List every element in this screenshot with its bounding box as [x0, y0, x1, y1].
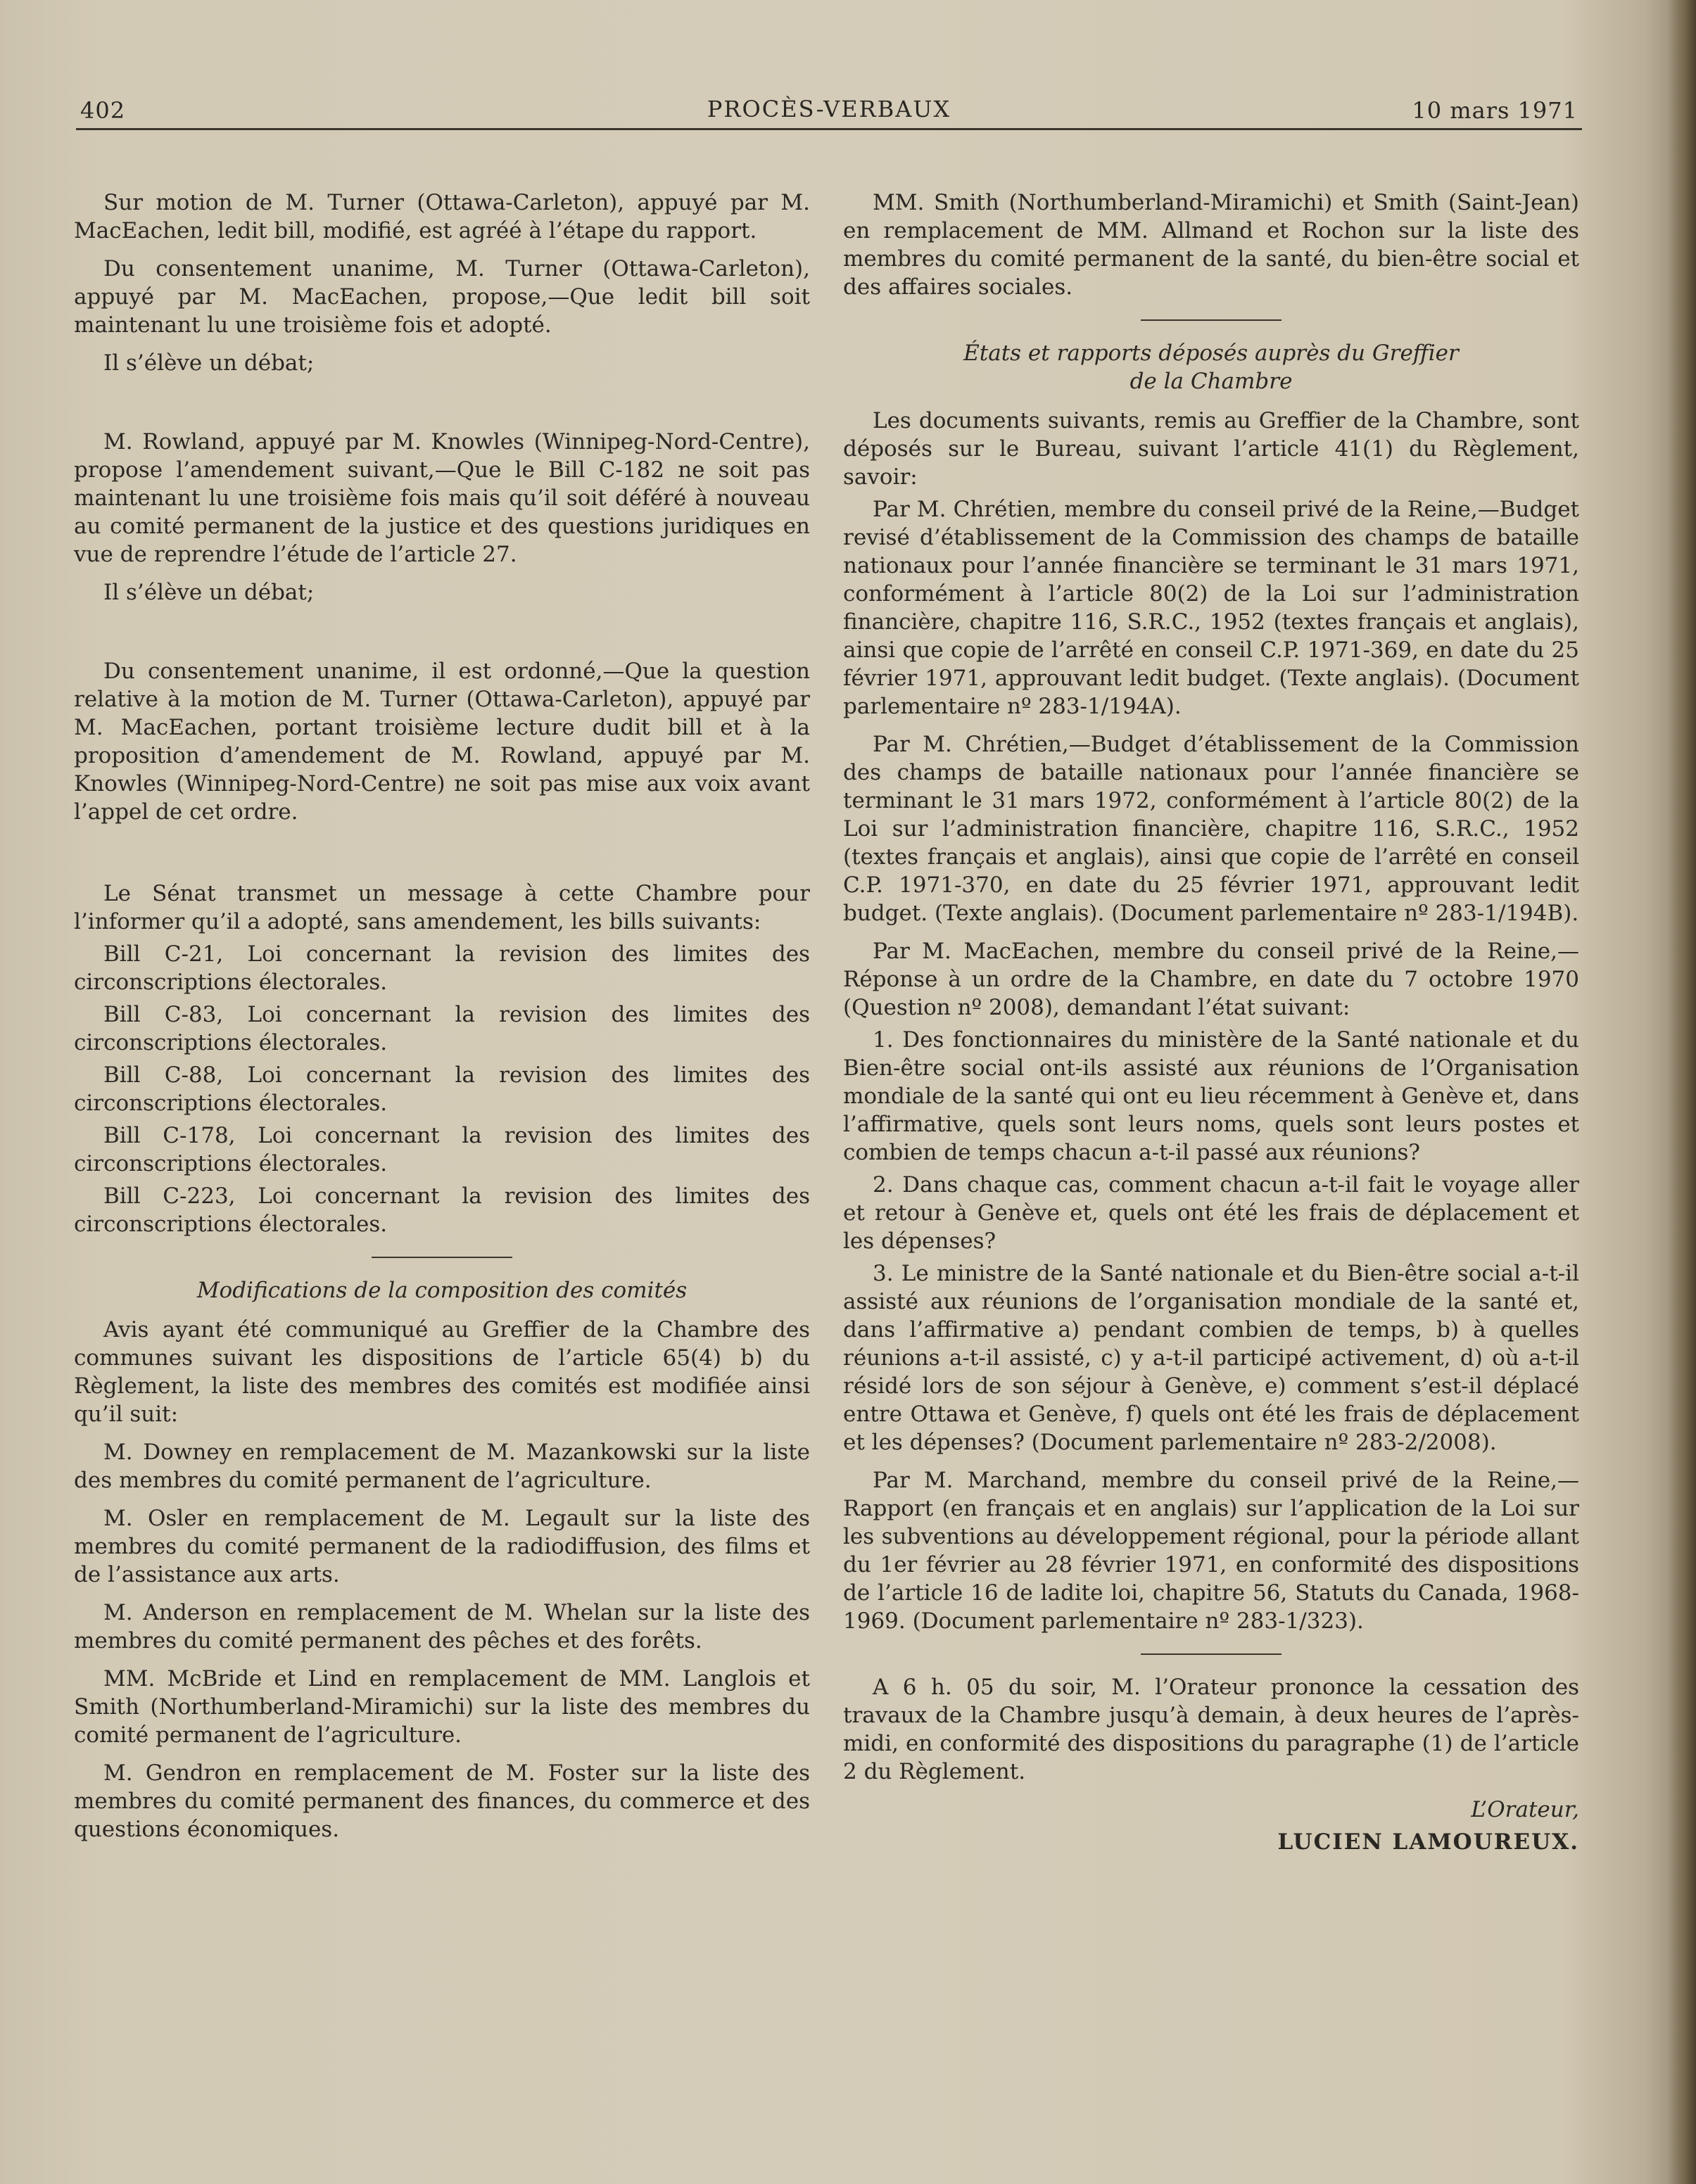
- list-item: Bill C-178, Loi concernant la revision des limites des circonscriptions électorales.: [74, 1123, 810, 1176]
- paragraph: Le Sénat transmet un message à cette Chambre pour l’informer qu’il a adopté, sans amendement, les bills suivants:: [74, 881, 810, 934]
- paragraph: MM. Smith (Northumberland-Miramichi) et Smith (Saint-Jean) en remplacement de MM. Allmand et Rochon sur la liste des membres du comité permanent de la santé, du bien-être social et des affaires sociales.: [843, 190, 1579, 300]
- question-item: 1. Des fonctionnaires du ministère de la Santé nationale et du Bien-être social ont-ils assisté aux réunions de l’Organisation mondiale de la santé qui ont eu lieu récemment à Genève et, dans l’affirmative, quels sont leurs noms, quels sont leurs postes et combien de temps chacun a-t-il passé aux réunions?: [843, 1027, 1579, 1165]
- paragraph: Avis ayant été communiqué au Greffier de la Chambre des communes suivant les dispositions de l’article 65(4) b) du Règlement, la liste des membres des comités est modifiée ainsi qu’il suit:: [74, 1317, 810, 1427]
- page-date: 10 mars 1971: [1412, 97, 1578, 124]
- paragraph: Il s’élève un débat;: [103, 580, 315, 605]
- paragraph: Sur motion de M. Turner (Ottawa-Carleton), appuyé par M. MacEachen, ledit bill, modifié, est agréé à l’étape du rapport.: [74, 190, 810, 243]
- section-divider: [372, 1257, 512, 1258]
- section-heading-line: de la Chambre: [1129, 369, 1293, 394]
- page-number: 402: [80, 97, 126, 124]
- section-divider: [1141, 1653, 1282, 1655]
- paragraph: Par M. Chrétien, membre du conseil privé de la Reine,—Budget revisé d’établissement de la Commission des champs de bataille nationaux pour l’année financière se terminant le 31 mars 1971, conformément à l’article 80(2) de la Loi sur l’administration financière, chapitre 116, S.R.C., 1952 (textes français et anglais), ainsi que copie de l’arrêté en conseil C.P. 1971-369, en date du 25 février 1971, approuvant ledit budget. (Texte anglais). (Document parlementaire nº 283-1/194A).: [843, 497, 1579, 719]
- list-item: Bill C-21, Loi concernant la revision des limites des circonscriptions électorales.: [74, 941, 810, 995]
- list-item: MM. McBride et Lind en remplacement de MM. Langlois et Smith (Northumberland-Miramichi) sur la liste des membres du comité permanent de l’agriculture.: [74, 1666, 810, 1748]
- section-heading: [843, 339, 1579, 395]
- left-column: [74, 189, 810, 1853]
- list-item: M. Osler en remplacement de M. Legault sur la liste des membres du comité permanent de la radiodiffusion, des films et de l’assistance aux arts.: [74, 1506, 810, 1587]
- paragraph: Par M. Marchand, membre du conseil privé de la Reine,—Rapport (en français et en anglais) sur l’application de la Loi sur les subventions au développement régional, pour la période allant du 1er février au 28 février 1971, en conformité des dispositions de l’article 16 de ladite loi, chapitre 56, Statuts du Canada, 1968-1969. (Document parlementaire nº 283-1/323).: [843, 1468, 1579, 1634]
- page-binding-shadow: [1668, 0, 1696, 2184]
- question-item: 3. Le ministre de la Santé nationale et du Bien-être social a-t-il assisté aux réunions de l’organisation mondiale de la santé et, dans l’affirmative a) pendant combien de temps, b) à quelles réunions a-t-il assisté, c) y a-t-il participé activement, d) où a-t-il résidé lors de son séjour à Genève, e) comment s’est-il déplacé entre Ottawa et Genève, f) quels ont été les frais de déplacement et les dépenses? (Document parlementaire nº 283-2/2008).: [843, 1261, 1579, 1455]
- committee-changes-list: [74, 1438, 810, 1843]
- paragraph: Il s’élève un débat;: [103, 350, 315, 376]
- signature-title: L’Orateur,: [1471, 1797, 1579, 1822]
- question-item: 2. Dans chaque cas, comment chacun a-t-il fait le voyage aller et retour à Genève et, quels ont été les frais de déplacement et les dépenses?: [843, 1172, 1579, 1254]
- paragraph: Du consentement unanime, M. Turner (Ottawa-Carleton), appuyé par M. MacEachen, propose,—Que ledit bill soit maintenant lu une troisième fois et adopté.: [74, 256, 810, 338]
- signature-name: LUCIEN LAMOUREUX.: [1277, 1829, 1579, 1855]
- paragraph: Du consentement unanime, il est ordonné,—Que la question relative à la motion de M. Turner (Ottawa-Carleton), appuyé par M. MacEachen, portant troisième lecture dudit bill et à la proposition d’amendement de M. Rowland, appuyé par M. Knowles (Winnipeg-Nord-Centre) ne soit pas mise aux voix avant l’appel de cet ordre.: [74, 659, 810, 825]
- section-divider: [1141, 319, 1282, 321]
- list-item: M. Downey en remplacement de M. Mazankowski sur la liste des membres du comité permanent de l’agriculture.: [74, 1440, 810, 1493]
- section-heading-line: États et rapports déposés auprès du Greffier: [963, 341, 1459, 366]
- paragraph: M. Rowland, appuyé par M. Knowles (Winnipeg-Nord-Centre), propose l’amendement suivant,—Que le Bill C-182 ne soit pas maintenant lu une troisième fois mais qu’il soit déféré à nouveau au comité permanent de la justice et des questions juridiques en vue de reprendre l’étude de l’article 27.: [74, 429, 810, 567]
- list-item: M. Anderson en remplacement de M. Whelan sur la liste des membres du comité permanent des pêches et des forêts.: [74, 1600, 810, 1653]
- running-title: PROCÈS-VERBAUX: [707, 96, 951, 122]
- list-item: Bill C-88, Loi concernant la revision des limites des circonscriptions électorales.: [74, 1062, 810, 1116]
- paragraph: Par M. MacEachen, membre du conseil privé de la Reine,—Réponse à un ordre de la Chambre, en date du 7 octobre 1970 (Question nº 2008), demandant l’état suivant:: [843, 939, 1579, 1020]
- section-heading: Modifications de la composition des comités: [196, 1278, 688, 1303]
- paragraph: A 6 h. 05 du soir, M. l’Orateur prononce la cessation des travaux de la Chambre jusqu’à demain, à deux heures de l’après-midi, en conformité des dispositions du paragraphe (1) de l’article 2 du Règlement.: [843, 1675, 1579, 1784]
- list-item: Bill C-83, Loi concernant la revision des limites des circonscriptions électorales.: [74, 1002, 810, 1055]
- bills-list: [74, 940, 810, 1238]
- list-item: M. Gendron en remplacement de M. Foster sur la liste des membres du comité permanent des finances, du commerce et des questions économiques.: [74, 1760, 810, 1842]
- paragraph: Par M. Chrétien,—Budget d’établissement de la Commission des champs de bataille nationaux pour l’année financière se terminant le 31 mars 1972, conformément à l’article 80(2) de la Loi sur l’administration financière, chapitre 116, S.R.C., 1952 (textes français et anglais), ainsi que copie de l’arrêté en conseil C.P. 1971-370, en date du 25 février 1971, approuvant ledit budget. (Texte anglais). (Document parlementaire nº 283-1/194B).: [843, 732, 1579, 926]
- page-header: [76, 93, 1582, 130]
- list-item: Bill C-223, Loi concernant la revision des limites des circonscriptions électorales.: [74, 1183, 810, 1237]
- right-column: [843, 189, 1579, 1856]
- paragraph: Les documents suivants, remis au Greffier de la Chambre, sont déposés sur le Bureau, suivant l’article 41(1) du Règlement, savoir:: [843, 408, 1579, 490]
